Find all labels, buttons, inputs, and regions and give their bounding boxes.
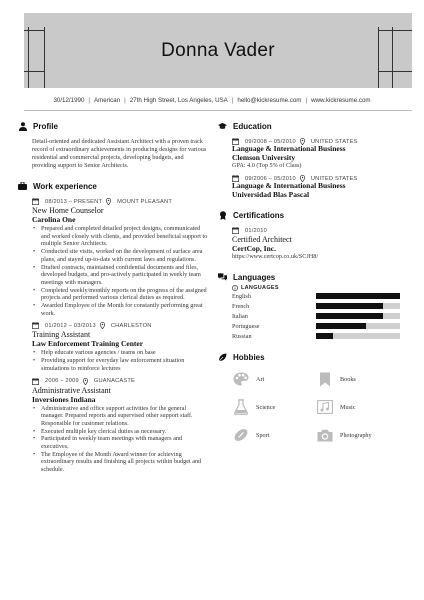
certification-entry: [232, 227, 408, 261]
location: UNITED STATES: [310, 138, 358, 145]
frame-line: [378, 30, 412, 31]
language-level-fill: [316, 323, 366, 329]
certifications-heading: Certifications: [218, 209, 408, 221]
palette-icon: [232, 370, 250, 388]
location: CHARLESTON: [110, 322, 152, 329]
bullet-item: • Conducted site visits, worked on the development of surface area plans, and stayed up-to-date with current laws and regulations.: [32, 248, 208, 263]
briefcase-icon: [18, 182, 27, 191]
job-entry: [32, 378, 208, 474]
dates: 01/2010: [245, 227, 267, 234]
hobby-name: Sport: [256, 431, 270, 439]
location-pin-icon: [83, 378, 91, 385]
bullet-item: • Completed weekly/monthly reports on the progress of the assigned projects and performed various clerical duties as required.: [32, 287, 208, 302]
work-list: [18, 198, 208, 474]
date-location: [232, 227, 408, 234]
date-location: [32, 322, 208, 329]
hobbies-heading: Hobbies: [218, 351, 408, 363]
degree: Language & International Business: [232, 144, 346, 153]
language-name: Russian: [232, 332, 252, 340]
language-icon: [218, 273, 227, 282]
calendar-icon: [232, 227, 242, 234]
job-organization: Carolina One: [32, 215, 76, 224]
calendar-icon: [32, 322, 42, 329]
language-row: [232, 301, 408, 311]
location: MOUNT PLEASANT: [117, 198, 172, 205]
certificate-icon: [218, 211, 227, 220]
bullet-item: • Help educate various agencies / teams on base: [32, 349, 208, 357]
hobby-item: [232, 397, 316, 417]
education-note: GPA: 4.0 (Top 5% of Class): [232, 162, 302, 169]
language-level-bar: [316, 313, 400, 319]
language-level-bar: [316, 333, 400, 339]
job-bullets: [32, 349, 208, 372]
school: Clemson University: [232, 152, 296, 162]
music-icon: [316, 398, 334, 416]
certification-url[interactable]: https://www.certcop.co.uk/SCJH8/: [232, 253, 319, 260]
graduation-cap-icon: [218, 122, 227, 131]
date-location: [32, 378, 208, 385]
flask-icon: [232, 398, 250, 416]
language-name: English: [232, 292, 251, 300]
education-heading: Education: [218, 120, 408, 132]
hobby-item: [232, 369, 316, 389]
profile-heading: Profile: [18, 120, 208, 132]
calendar-icon: [32, 378, 42, 385]
certification-name: Certified Architect: [232, 235, 292, 244]
hobby-name: Photography: [340, 431, 372, 439]
profile-text: Detail-oriented and dedicated Assistant Architect with a proven track record of extraordinary achievements in producing designs for various residential and commercial projects, developing budgets, and providing support to Senior Architects.: [32, 138, 207, 169]
hobby-item: [232, 425, 316, 445]
date-location: [32, 198, 208, 205]
bullet-item: • Administrative and office support activities for the general manager. Prepared reports and supervised other support staff. Responsible for customer relations.: [32, 405, 208, 428]
bullet-item: • Prepared and completed detailed project designs, communicated and worked closely with clients, and provided beneficial support to multiple Senior Architects.: [32, 225, 208, 248]
hobby-name: Music: [340, 403, 356, 411]
dates: 08/2013 – PRESENT: [45, 198, 103, 205]
hobby-item: [316, 369, 400, 389]
education-entry: [232, 175, 408, 199]
dates: 09/2008 – 05/2010: [245, 138, 296, 145]
hobbies-grid: [232, 369, 408, 445]
bookmark-icon: [316, 370, 334, 388]
dates: 01/2012 – 03/2013: [45, 322, 96, 329]
language-name: French: [232, 302, 250, 310]
language-row: [232, 311, 408, 321]
candidate-name: Donna Vader: [161, 40, 275, 61]
divider: [24, 110, 412, 111]
language-level-bar: [316, 293, 400, 299]
language-row: [232, 331, 408, 341]
location-pin-icon: [100, 322, 108, 329]
job-bullets: [32, 225, 208, 317]
bullet-item: • Participated in weekly team meetings with managers and executives.: [32, 435, 208, 450]
job-organization: Inversiones Indiana: [32, 394, 96, 404]
language-row: [232, 321, 408, 331]
address: 27th High Street, Los Angeles, USA: [129, 97, 228, 104]
work-heading: Work experience: [18, 180, 208, 192]
job-role: New Home Counselor: [32, 206, 104, 215]
bullet-item: • Awarded Employee of the Month for constantly performing great work.: [32, 302, 208, 317]
info-icon: [232, 285, 238, 291]
hobby-name: Science: [256, 403, 276, 411]
nationality: American: [94, 97, 121, 104]
leaf-icon: [218, 353, 227, 362]
bullet-item: • Drafted contracts, maintained confidential documents and files, developed budgets, and pro-actively participated in weekly team meetings with managers.: [32, 264, 208, 287]
hobby-item: [316, 397, 400, 417]
calendar-icon: [32, 198, 42, 205]
dates: 09/2006 – 05/2010: [245, 175, 296, 182]
hobby-name: Books: [340, 375, 356, 383]
user-icon: [18, 122, 27, 131]
bullet-item: • Providing support for everyday law enforcement situation simulations to reinforce lectures: [32, 357, 208, 372]
bullet-item: • Executed multiple key clerical duties as necessary.: [32, 428, 208, 436]
language-name: Italian: [232, 312, 248, 320]
frame-line: [24, 71, 44, 72]
website-link[interactable]: www.kickresume.com: [311, 97, 371, 104]
left-column: [18, 120, 208, 474]
language-row: [232, 291, 408, 301]
contact-line: 30/12/1990 | American | 27th High Street, Los Angeles, USA | hello@kickresume.com | www.kickresume.com: [53, 97, 371, 104]
camera-icon: [316, 426, 334, 444]
job-entry: [32, 322, 208, 372]
certification-org: CertCop, Inc.: [232, 244, 276, 253]
location-pin-icon: [106, 198, 114, 205]
job-role: Training Assistant: [32, 330, 91, 340]
hobby-item: [316, 425, 400, 445]
languages-heading: Languages: [218, 271, 408, 283]
language-level-fill: [316, 293, 400, 299]
education-entry: [232, 138, 408, 170]
language-name: Portuguese: [232, 322, 260, 330]
language-level-fill: [316, 303, 383, 309]
language-level-fill: [316, 333, 333, 339]
job-bullets: [32, 405, 208, 474]
hobby-name: Art: [256, 375, 265, 383]
location: UNITED STATES: [310, 175, 358, 182]
languages-list: [232, 291, 408, 341]
certifications-list: [218, 227, 408, 261]
frame-line: [24, 30, 44, 31]
language-level-bar: [316, 303, 400, 309]
job-role: Administrative Assistant: [32, 385, 111, 395]
date-of-birth: 30/12/1990: [53, 97, 85, 104]
email-link[interactable]: hello@kickresume.com: [237, 97, 302, 104]
right-column: [218, 120, 408, 445]
degree: Language & International Business: [232, 181, 346, 190]
language-level-fill: [316, 313, 383, 319]
school: Universidad Blas Pascal: [232, 189, 310, 199]
frame-line: [378, 71, 412, 72]
football-icon: [232, 426, 250, 444]
job-entry: [32, 198, 208, 317]
language-level-bar: [316, 323, 400, 329]
bullet-item: • The Employee of the Month Award winner for achieving extraordinary results and finishing all projects within budget and schedule.: [32, 451, 208, 474]
languages-subheading: LANGUAGES: [232, 285, 408, 291]
job-organization: Law Enforcement Training Center: [32, 339, 144, 349]
location: GUANACASTE: [93, 378, 136, 385]
education-list: [218, 138, 408, 199]
header-banner: [24, 13, 412, 88]
dates: 2006 – 2009: [45, 378, 79, 385]
